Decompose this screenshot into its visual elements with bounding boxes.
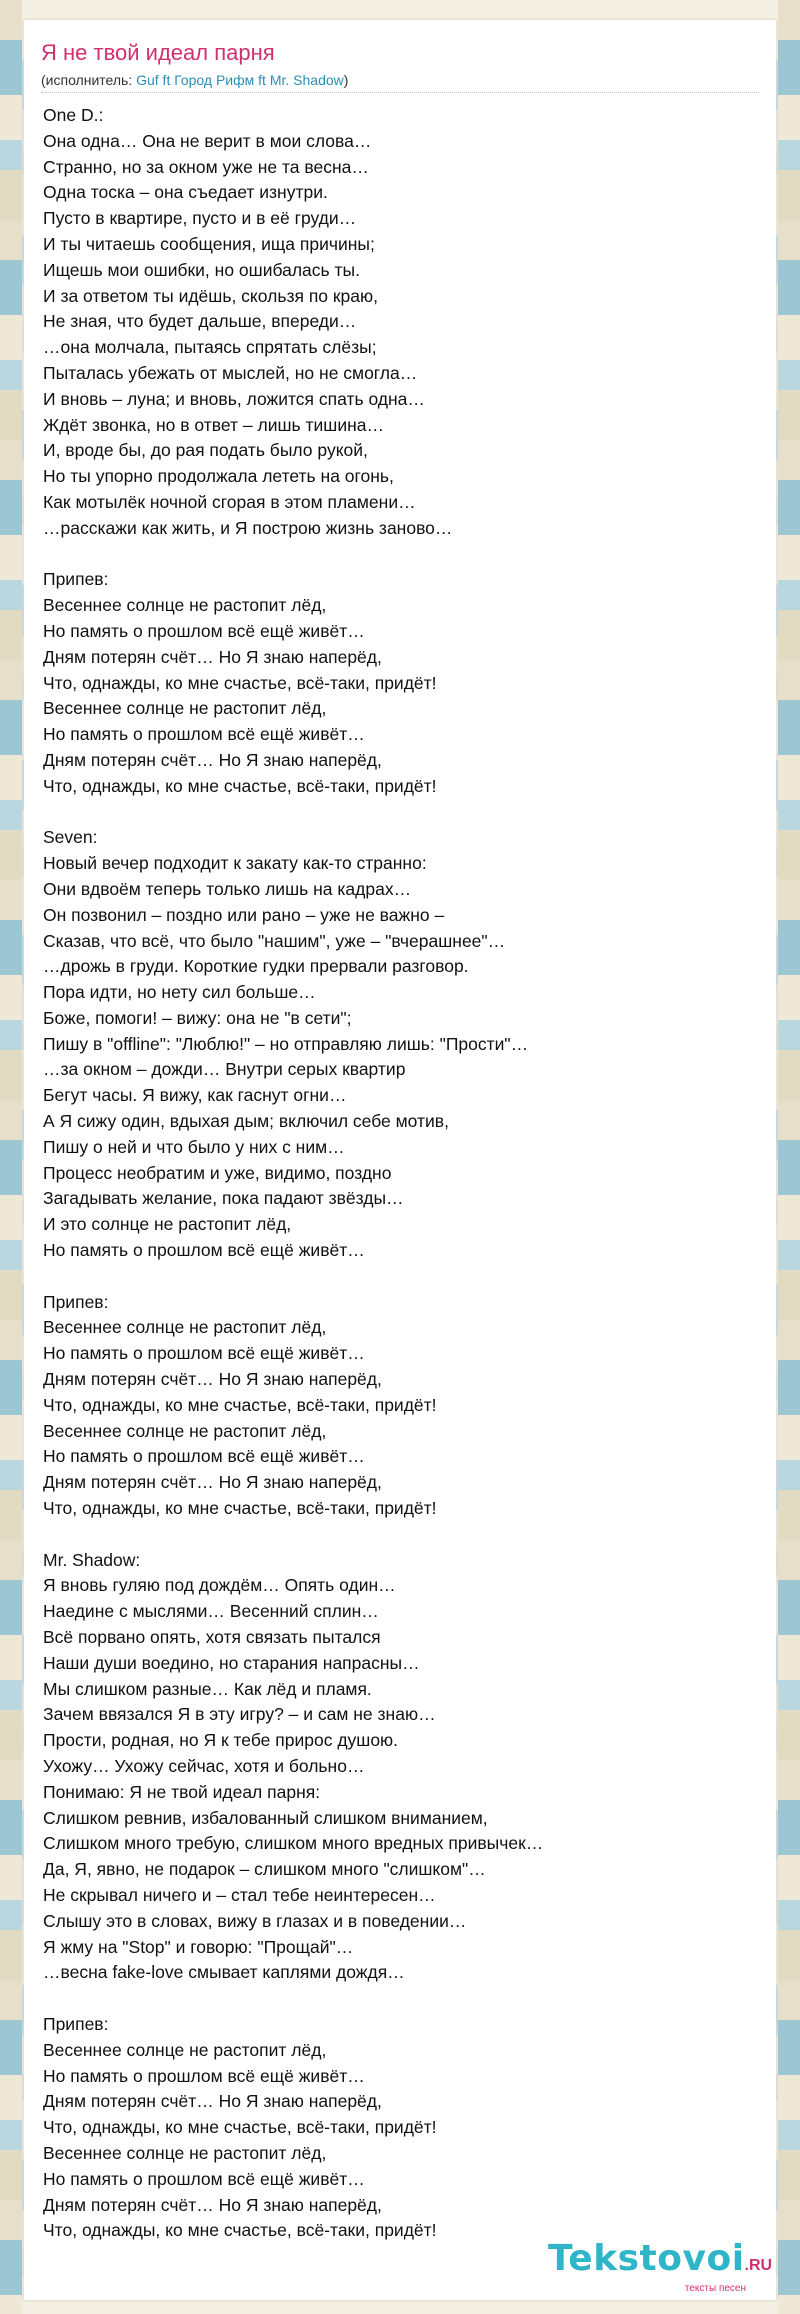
stanza-break: [43, 800, 743, 826]
lyric-line: Дням потерян счёт… Но Я знаю наперёд,: [43, 646, 382, 667]
lyric-line: Наедине с мыслями… Весенний сплин…: [43, 1601, 379, 1622]
lyric-line: Seven:: [43, 827, 98, 848]
lyric-line: Что, однажды, ко мне счастье, всё-таки, придёт!: [43, 2220, 437, 2241]
lyric-line: …она молчала, пытаясь спрятать слёзы;: [43, 337, 377, 358]
stanza-break: [43, 1522, 743, 1548]
lyric-line: Что, однажды, ко мне счастье, всё-таки, придёт!: [43, 672, 437, 693]
title-divider: [41, 92, 759, 93]
lyric-line: …за окном – дожди… Внутри серых квартир: [43, 1059, 406, 1080]
lyric-line: Но память о прошлом всё ещё живёт…: [43, 2065, 365, 2086]
artist-meta: [41, 72, 348, 88]
lyric-line: Пишу о ней и что было у них с ним…: [43, 1136, 345, 1157]
lyric-line: …дрожь в груди. Короткие гудки прервали разговор.: [43, 956, 469, 977]
lyric-line: Ухожу… Ухожу сейчас, хотя и больно…: [43, 1756, 365, 1776]
lyric-line: Ждёт звонка, но в ответ – лишь тишина…: [43, 414, 385, 435]
lyrics-card: [24, 20, 776, 2300]
lyric-line: Боже, помоги! – вижу: она не "в сети";: [43, 1007, 352, 1028]
lyric-line: Весеннее солнце не растопит лёд,: [43, 2142, 327, 2163]
lyric-line: Но память о прошлом всё ещё живёт…: [43, 724, 365, 745]
lyric-line: …весна fake-love смывает каплями дождя…: [43, 1962, 405, 1983]
lyric-line: Зачем ввязался Я в эту игру? – и сам не знаю…: [43, 1704, 436, 1725]
lyric-line: Дням потерян счёт… Но Я знаю наперёд,: [43, 2091, 382, 2112]
lyric-line: И это солнце не растопит лёд,: [43, 1214, 292, 1235]
lyric-line: Наши души воедино, но старания напрасны…: [43, 1652, 420, 1673]
lyric-line: Но память о прошлом всё ещё живёт…: [43, 1343, 365, 1364]
lyric-line: Слышу это в словах, вижу в глазах и в поведении…: [43, 1910, 467, 1931]
lyric-line: Мы слишком разные… Как лёд и пламя.: [43, 1678, 372, 1699]
lyric-line: Пусто в квартире, пусто и в её груди…: [43, 208, 357, 229]
lyric-line: Mr. Shadow:: [43, 1549, 141, 1570]
lyric-line: Припев:: [43, 1291, 109, 1312]
artist-link[interactable]: Guf ft Город Рифм ft Mr. Shadow: [136, 72, 344, 88]
lyric-line: Слишком ревнив, избалованный слишком вниманием,: [43, 1807, 488, 1828]
lyric-line: Дням потерян счёт… Но Я знаю наперёд,: [43, 1472, 382, 1493]
lyric-line: Процесс необратим и уже, видимо, поздно: [43, 1162, 392, 1183]
page-title: Я не твой идеал парня: [41, 40, 275, 65]
lyric-line: Весеннее солнце не растопит лёд,: [43, 1420, 327, 1441]
lyric-line: Но память о прошлом всё ещё живёт…: [43, 2168, 365, 2189]
lyric-line: Но память о прошлом всё ещё живёт…: [43, 1240, 365, 1261]
lyric-line: Сказав, что всё, что было "нашим", уже – "вчерашнее"…: [43, 930, 506, 951]
lyric-line: Ищешь мои ошибки, но ошибалась ты.: [43, 259, 360, 280]
lyric-line: И ты читаешь сообщения, ища причины;: [43, 233, 375, 254]
stanza-break: [43, 1986, 743, 2012]
lyric-line: Понимаю: Я не твой идеал парня:: [43, 1781, 321, 1802]
lyric-line: Всё порвано опять, хотя связать пытался: [43, 1627, 381, 1648]
logo-tagline: тексты песен: [684, 2283, 746, 2294]
lyric-line: Пыталась убежать от мыслей, но не смогла…: [43, 362, 418, 383]
lyric-line: Не зная, что будет дальше, впереди…: [43, 311, 357, 332]
lyric-line: Но память о прошлом всё ещё живёт…: [43, 1446, 365, 1467]
lyric-line: Да, Я, явно, не подарок – слишком много "слишком"…: [43, 1859, 486, 1880]
lyric-line: Бегут часы. Я вижу, как гаснут огни…: [43, 1085, 347, 1106]
lyric-line: Что, однажды, ко мне счастье, всё-таки, придёт!: [43, 1498, 437, 1519]
logo-tld: .RU: [744, 2257, 773, 2274]
lyric-line: Она одна… Она не верит в мои слова…: [43, 130, 372, 151]
artist-meta-suffix: ): [343, 72, 349, 88]
lyric-line: Дням потерян счёт… Но Я знаю наперёд,: [43, 2194, 382, 2215]
lyric-line: Но ты упорно продолжала лететь на огонь,: [43, 466, 394, 487]
lyric-line: Слишком много требую, слишком много вредных привычек…: [43, 1833, 544, 1854]
lyric-line: Что, однажды, ко мне счастье, всё-таки, придёт!: [43, 775, 437, 796]
lyric-line: Я вновь гуляю под дождём… Опять один…: [43, 1575, 396, 1596]
lyric-line: Весеннее солнце не растопит лёд,: [43, 2039, 327, 2060]
lyric-line: Что, однажды, ко мне счастье, всё-таки, придёт!: [43, 2117, 437, 2138]
lyric-line: Весеннее солнце не растопит лёд,: [43, 595, 327, 616]
lyric-line: Как мотылёк ночной сгорая в этом пламени…: [43, 491, 416, 512]
lyric-line: И за ответом ты идёшь, скользя по краю,: [43, 285, 378, 306]
artist-meta-prefix: (исполнитель:: [41, 72, 137, 88]
lyric-line: Не скрывал ничего и – стал тебе неинтересен…: [43, 1884, 436, 1905]
lyric-line: Он позвонил – поздно или рано – уже не важно –: [43, 904, 445, 925]
lyric-line: Они вдвоём теперь только лишь на кадрах…: [43, 878, 412, 899]
lyric-line: Новый вечер подходит к закату как-то странно:: [43, 853, 427, 874]
lyric-line: Загадывать желание, пока падают звёзды…: [43, 1188, 404, 1209]
left-stripe-background: [0, 0, 22, 2314]
lyric-line: Пишу в "offline": "Люблю!" – но отправляю лишь: "Прости"…: [43, 1033, 529, 1054]
lyric-line: Весеннее солнце не растопит лёд,: [43, 1317, 327, 1338]
lyric-line: Припев:: [43, 569, 109, 590]
lyric-line: Дням потерян счёт… Но Я знаю наперёд,: [43, 1369, 382, 1390]
lyric-line: Припев:: [43, 2013, 109, 2034]
lyrics-body: [43, 103, 743, 2244]
logo-text: Tekstovoi: [548, 2238, 745, 2279]
lyric-line: Странно, но за окном уже не та весна…: [43, 156, 369, 177]
lyric-line: Весеннее солнце не растопит лёд,: [43, 698, 327, 719]
lyric-line: Пора идти, но нету сил больше…: [43, 982, 316, 1003]
lyric-line: Что, однажды, ко мне счастье, всё-таки, придёт!: [43, 1394, 437, 1415]
lyric-line: И вновь – луна; и вновь, ложится спать одна…: [43, 388, 425, 409]
right-stripe-background: [778, 0, 800, 2314]
lyric-line: Но память о прошлом всё ещё живёт…: [43, 620, 365, 641]
lyric-line: А Я сижу один, вдыхая дым; включил себе мотив,: [43, 1111, 449, 1132]
lyric-line: …расскажи как жить, и Я построю жизнь заново…: [43, 517, 453, 538]
lyric-line: Одна тоска – она съедает изнутри.: [43, 182, 328, 203]
lyric-line: One D.:: [43, 105, 104, 125]
lyric-line: Прости, родная, но Я к тебе прирос душою.: [43, 1730, 399, 1751]
lyric-line: Я жму на "Stop" и говорю: "Прощай"…: [43, 1936, 354, 1957]
lyric-line: И, вроде бы, до рая подать было рукой,: [43, 440, 368, 461]
stanza-break: [43, 1264, 743, 1290]
stanza-break: [43, 542, 743, 568]
lyric-line: Дням потерян счёт… Но Я знаю наперёд,: [43, 749, 382, 770]
site-logo[interactable]: [548, 2238, 773, 2294]
